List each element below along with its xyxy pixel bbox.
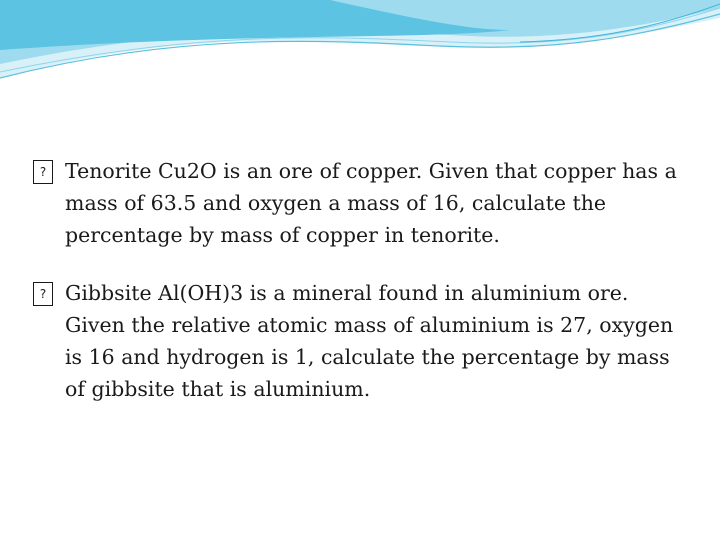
bullet-item-gibbsite [33, 277, 683, 405]
bullet-placeholder-icon: ? [33, 160, 53, 184]
bullet-placeholder-icon: ? [33, 282, 53, 306]
bullet-text-tenorite: Tenorite Cu2O is an ore of copper. Given that copper has a mass of 63.5 and oxygen a mass of 16, calculate the percentage by mass of copper in tenorite. [65, 159, 677, 247]
slide-content [33, 155, 683, 431]
header-wave-decoration [0, 0, 720, 90]
bullet-text-gibbsite: Gibbsite Al(OH)3 is a mineral found in aluminium ore. Given the relative atomic mass of aluminium is 27, oxygen is 16 and hydrogen is 1, calculate the percentage by mass of gibbsite that is aluminium. [65, 281, 674, 401]
bullet-item-tenorite [33, 155, 683, 251]
